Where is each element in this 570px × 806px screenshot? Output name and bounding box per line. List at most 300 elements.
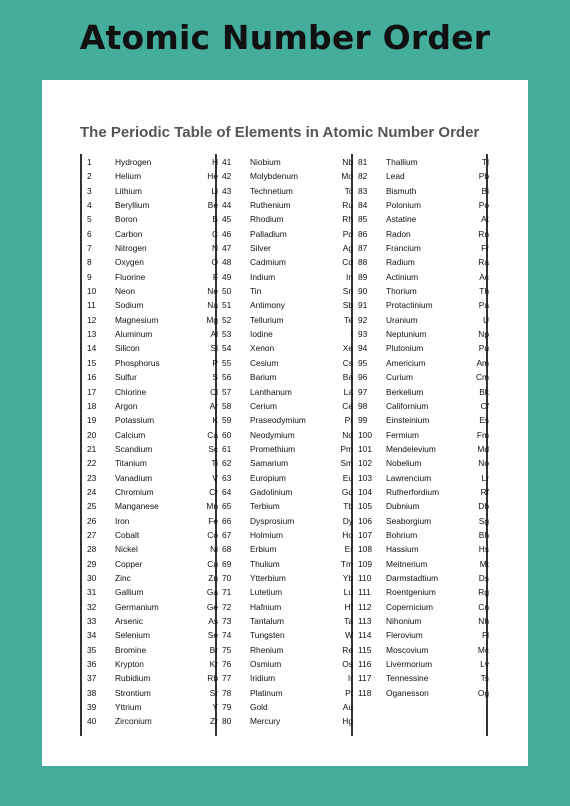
element-row: [358, 283, 489, 297]
element-name: Germanium: [115, 601, 159, 612]
element-symbol: Xe: [342, 343, 353, 354]
element-symbol: Li: [211, 185, 218, 196]
element-symbol: Ru: [342, 200, 353, 211]
element-symbol: Yb: [342, 572, 353, 583]
element-symbol: Br: [209, 644, 218, 655]
element-row: [87, 470, 218, 484]
element-number: 41: [222, 157, 232, 167]
element-name: Carbon: [115, 228, 143, 239]
element-row: [87, 254, 218, 268]
element-name: Seaborgium: [386, 515, 432, 526]
element-name: Radium: [386, 257, 415, 268]
element-name: Holmium: [250, 529, 284, 540]
element-symbol: Er: [344, 544, 353, 555]
element-name: Dubnium: [386, 501, 420, 512]
element-row: [222, 269, 353, 283]
element-name: Thallium: [386, 157, 418, 167]
element-name: Livermorium: [386, 659, 433, 670]
element-name: Ruthenium: [250, 200, 291, 211]
element-number: 109: [358, 558, 372, 569]
element-row: [87, 355, 218, 369]
element-row: [222, 713, 353, 727]
element-row: [358, 427, 489, 441]
element-name: Lawrencium: [386, 472, 432, 483]
element-number: 96: [358, 372, 368, 383]
element-symbol: Pm: [340, 443, 353, 454]
element-row: [87, 527, 218, 541]
element-number: 105: [358, 501, 372, 512]
element-number: 1: [87, 157, 92, 167]
element-number: 59: [222, 415, 232, 426]
element-row: [222, 441, 353, 455]
element-name: Terbium: [250, 501, 280, 512]
element-number: 21: [87, 443, 97, 454]
element-number: 42: [222, 171, 232, 182]
element-number: 58: [222, 400, 232, 411]
element-row: [222, 283, 353, 297]
element-number: 36: [87, 659, 97, 670]
element-row: [358, 269, 489, 283]
element-symbol: Og: [477, 687, 489, 698]
element-number: 87: [358, 243, 368, 254]
element-name: Tungsten: [250, 630, 285, 641]
element-symbol: Be: [207, 200, 218, 211]
element-symbol: Tl: [482, 157, 489, 167]
element-name: Xenon: [250, 343, 275, 354]
element-name: Magnesium: [115, 314, 159, 325]
element-name: Krypton: [115, 659, 144, 670]
element-number: 118: [358, 687, 372, 698]
element-name: Tennessine: [386, 673, 429, 684]
element-number: 3: [87, 185, 92, 196]
element-row: [358, 541, 489, 555]
element-symbol: Cd: [342, 257, 353, 268]
element-number: 53: [222, 329, 232, 340]
element-number: 24: [87, 486, 97, 497]
element-row: [87, 211, 218, 225]
element-symbol: Dy: [342, 515, 353, 526]
element-symbol: Ce: [342, 400, 353, 411]
element-number: 32: [87, 601, 97, 612]
element-symbol: Zn: [208, 572, 218, 583]
element-number: 33: [87, 616, 97, 626]
element-row: [358, 154, 489, 168]
element-row: [222, 384, 353, 398]
element-symbol: Hs: [478, 544, 489, 555]
element-symbol: V: [212, 472, 218, 483]
element-row: [358, 254, 489, 268]
element-row: [222, 470, 353, 484]
element-number: 25: [87, 501, 97, 512]
element-name: Mendelevium: [386, 443, 436, 454]
element-row: [358, 168, 489, 182]
element-row: [87, 168, 218, 182]
element-name: Nobelium: [386, 458, 422, 469]
element-symbol: Bk: [479, 386, 489, 397]
element-name: Tellurium: [250, 314, 284, 325]
element-row: [87, 599, 218, 613]
element-name: Boron: [115, 214, 138, 225]
element-row: [358, 240, 489, 254]
element-row: [222, 513, 353, 527]
element-name: Rubidium: [115, 673, 151, 684]
element-number: 91: [358, 300, 368, 311]
element-name: Chlorine: [115, 386, 147, 397]
element-name: Titanium: [115, 458, 147, 469]
element-row: [87, 556, 218, 570]
element-symbol: Si: [210, 343, 218, 354]
element-row: [87, 498, 218, 512]
element-symbol: Am: [476, 357, 489, 368]
element-row: [358, 670, 489, 684]
element-number: 77: [222, 673, 232, 684]
element-number: 11: [87, 300, 96, 311]
element-row: [222, 427, 353, 441]
element-row: [222, 570, 353, 584]
element-row: [358, 685, 489, 699]
element-row: [87, 441, 218, 455]
element-symbol: Fl: [482, 630, 489, 641]
element-name: Gold: [250, 702, 268, 713]
element-symbol: Te: [344, 314, 353, 325]
element-symbol: Cl: [210, 386, 218, 397]
element-symbol: Ac: [479, 271, 489, 282]
element-symbol: Sn: [342, 286, 353, 297]
element-number: 31: [87, 587, 97, 598]
element-number: 57: [222, 386, 232, 397]
element-name: Actinium: [386, 271, 419, 282]
element-symbol: Lu: [343, 587, 353, 598]
element-row: [222, 340, 353, 354]
element-symbol: Au: [342, 702, 353, 713]
element-row: [87, 584, 218, 598]
element-symbol: Mn: [206, 501, 218, 512]
element-row: [358, 642, 489, 656]
element-number: 4: [87, 200, 92, 211]
element-number: 117: [358, 673, 372, 684]
element-row: [358, 297, 489, 311]
element-number: 35: [87, 644, 97, 655]
element-number: 107: [358, 529, 372, 540]
element-row: [87, 183, 218, 197]
element-number: 52: [222, 314, 232, 325]
element-number: 92: [358, 314, 368, 325]
element-number: 10: [87, 286, 97, 297]
element-number: 6: [87, 228, 92, 239]
element-number: 64: [222, 486, 232, 497]
element-row: [358, 412, 489, 426]
element-row: [87, 627, 218, 641]
element-name: Silver: [250, 243, 271, 254]
element-row: [222, 197, 353, 211]
element-symbol: Lv: [480, 659, 489, 670]
element-row: [222, 699, 353, 713]
element-row: [87, 685, 218, 699]
element-number: 65: [222, 501, 232, 512]
element-row: [358, 599, 489, 613]
element-number: 46: [222, 228, 232, 239]
element-row: [222, 670, 353, 684]
element-symbol: Sb: [342, 300, 353, 311]
element-row: [87, 427, 218, 441]
element-row: [222, 527, 353, 541]
element-name: Lutetium: [250, 587, 283, 598]
element-name: Phosphorus: [115, 357, 160, 368]
element-name: Iodine: [250, 329, 273, 340]
element-name: Californium: [386, 400, 429, 411]
element-name: Neon: [115, 286, 136, 297]
element-number: 78: [222, 687, 232, 698]
element-row: [222, 398, 353, 412]
element-row: [87, 699, 218, 713]
element-number: 101: [358, 443, 372, 454]
element-number: 34: [87, 630, 97, 641]
element-name: Yttrium: [115, 702, 142, 713]
element-symbol: Nh: [478, 616, 489, 626]
element-symbol: Eu: [342, 472, 353, 483]
element-number: 26: [87, 515, 97, 526]
element-symbol: Pb: [478, 171, 489, 182]
element-row: [222, 599, 353, 613]
element-row: [222, 685, 353, 699]
element-number: 44: [222, 200, 232, 211]
element-number: 74: [222, 630, 232, 641]
element-number: 17: [87, 386, 97, 397]
element-name: Nickel: [115, 544, 138, 555]
element-symbol: Lr: [481, 472, 489, 483]
element-name: Cobalt: [115, 529, 140, 540]
element-number: 68: [222, 544, 232, 555]
element-name: Arsenic: [115, 616, 143, 626]
element-number: 97: [358, 386, 368, 397]
element-symbol: Mt: [479, 558, 489, 569]
element-name: Fermium: [386, 429, 420, 440]
element-name: Lithium: [115, 185, 142, 196]
page-subtitle: The Periodic Table of Elements in Atomic Number Order: [80, 124, 480, 141]
element-name: Iridium: [250, 673, 276, 684]
element-number: 111: [358, 587, 371, 598]
element-number: 85: [358, 214, 368, 225]
element-name: Iron: [115, 515, 130, 526]
element-name: Scandium: [115, 443, 153, 454]
element-number: 63: [222, 472, 232, 483]
element-number: 5: [87, 214, 92, 225]
element-symbol: Ra: [478, 257, 489, 268]
element-row: [87, 369, 218, 383]
element-name: Astatine: [386, 214, 417, 225]
element-row: [358, 355, 489, 369]
element-symbol: Fe: [208, 515, 218, 526]
element-row: [87, 269, 218, 283]
element-number: 30: [87, 572, 97, 583]
element-symbol: Os: [342, 659, 353, 670]
element-name: Copernicium: [386, 601, 434, 612]
element-number: 70: [222, 572, 232, 583]
element-symbol: Al: [210, 329, 218, 340]
element-symbol: Sg: [478, 515, 489, 526]
element-symbol: Bi: [481, 185, 489, 196]
element-number: 39: [87, 702, 97, 713]
element-symbol: Re: [342, 644, 353, 655]
element-symbol: Rf: [480, 486, 489, 497]
element-name: Meitnerium: [386, 558, 428, 569]
element-number: 62: [222, 458, 232, 469]
element-name: Lead: [386, 171, 405, 182]
element-number: 86: [358, 228, 368, 239]
element-number: 113: [358, 616, 372, 626]
element-row: [358, 183, 489, 197]
element-name: Nitrogen: [115, 243, 147, 254]
element-name: Bromine: [115, 644, 147, 655]
element-symbol: U: [482, 314, 489, 325]
element-symbol: Co: [207, 529, 218, 540]
element-symbol: K: [212, 415, 218, 426]
element-row: [222, 369, 353, 383]
element-symbol: Ds: [478, 572, 489, 583]
element-row: [358, 455, 489, 469]
element-row: [358, 656, 489, 670]
element-row: [358, 340, 489, 354]
element-name: Protactinium: [386, 300, 433, 311]
element-symbol: Tb: [343, 501, 353, 512]
element-row: [222, 556, 353, 570]
element-row: [87, 283, 218, 297]
element-name: Gallium: [115, 587, 144, 598]
element-number: 99: [358, 415, 368, 426]
element-number: 81: [358, 157, 368, 167]
element-name: Platinum: [250, 687, 283, 698]
element-name: Hydrogen: [115, 157, 152, 167]
element-name: Technetium: [250, 185, 293, 196]
element-name: Osmium: [250, 659, 282, 670]
element-number: 43: [222, 185, 232, 196]
element-symbol: Ti: [211, 458, 218, 469]
element-symbol: Ni: [210, 544, 218, 555]
element-row: [87, 541, 218, 555]
element-row: [358, 441, 489, 455]
element-name: Molybdenum: [250, 171, 298, 182]
element-name: Cesium: [250, 357, 279, 368]
element-number: 98: [358, 400, 368, 411]
element-column-2: [222, 154, 353, 728]
element-name: Selenium: [115, 630, 150, 641]
element-symbol: Bh: [478, 529, 489, 540]
element-symbol: Sr: [209, 687, 218, 698]
document-sheet: [42, 80, 528, 766]
element-row: [87, 613, 218, 627]
element-symbol: Cm: [475, 372, 489, 383]
element-number: 49: [222, 271, 232, 282]
element-symbol: Po: [478, 200, 489, 211]
element-name: Palladium: [250, 228, 287, 239]
element-row: [87, 670, 218, 684]
element-row: [87, 513, 218, 527]
element-row: [87, 384, 218, 398]
element-name: Uranium: [386, 314, 418, 325]
element-name: Francium: [386, 243, 421, 254]
element-symbol: Tc: [344, 185, 353, 196]
element-number: 60: [222, 429, 232, 440]
element-symbol: Pd: [342, 228, 353, 239]
element-symbol: Ag: [342, 243, 353, 254]
element-name: Americium: [386, 357, 426, 368]
element-name: Thorium: [386, 286, 417, 297]
element-name: Erbium: [250, 544, 277, 555]
element-name: Gadolinium: [250, 486, 293, 497]
element-number: 100: [358, 429, 372, 440]
element-number: 84: [358, 200, 368, 211]
element-number: 72: [222, 601, 232, 612]
element-symbol: Sc: [208, 443, 218, 454]
element-number: 22: [87, 458, 97, 469]
element-row: [222, 355, 353, 369]
element-row: [222, 627, 353, 641]
element-symbol: Pa: [478, 300, 489, 311]
element-name: Barium: [250, 372, 277, 383]
element-row: [87, 226, 218, 240]
element-row: [222, 412, 353, 426]
element-number: 20: [87, 429, 97, 440]
element-name: Niobium: [250, 157, 281, 167]
element-row: [358, 211, 489, 225]
element-symbol: Gd: [341, 486, 353, 497]
element-row: [358, 226, 489, 240]
element-row: [87, 570, 218, 584]
element-name: Calcium: [115, 429, 146, 440]
column-divider: [80, 154, 82, 736]
element-number: 89: [358, 271, 368, 282]
element-name: Samarium: [250, 458, 289, 469]
element-number: 76: [222, 659, 232, 670]
element-row: [87, 484, 218, 498]
element-symbol: Mo: [341, 171, 353, 182]
element-number: 19: [87, 415, 97, 426]
element-symbol: Ar: [209, 400, 218, 411]
element-number: 18: [87, 400, 97, 411]
element-name: Ytterbium: [250, 572, 286, 583]
element-row: [87, 398, 218, 412]
element-number: 106: [358, 515, 372, 526]
element-symbol: O: [211, 257, 218, 268]
element-name: Lanthanum: [250, 386, 292, 397]
element-symbol: Ir: [347, 673, 353, 684]
element-symbol: Cr: [209, 486, 218, 497]
element-row: [222, 541, 353, 555]
element-name: Oganesson: [386, 687, 429, 698]
element-symbol: Ts: [480, 673, 489, 684]
element-symbol: Fr: [481, 243, 489, 254]
element-name: Chromium: [115, 486, 154, 497]
element-row: [222, 484, 353, 498]
element-row: [87, 312, 218, 326]
element-number: 28: [87, 544, 97, 555]
banner-title: Atomic Number Order: [79, 18, 491, 57]
element-symbol: Ho: [342, 529, 353, 540]
element-row: [87, 713, 218, 727]
element-name: Rhodium: [250, 214, 284, 225]
element-name: Tantalum: [250, 616, 284, 626]
element-number: 66: [222, 515, 232, 526]
element-symbol: He: [207, 171, 218, 182]
element-row: [222, 240, 353, 254]
element-name: Sulfur: [115, 372, 137, 383]
element-number: 23: [87, 472, 97, 483]
element-name: Bohrium: [386, 529, 418, 540]
element-symbol: Mc: [477, 644, 489, 655]
element-number: 112: [358, 601, 372, 612]
element-row: [87, 197, 218, 211]
element-name: Manganese: [115, 501, 159, 512]
